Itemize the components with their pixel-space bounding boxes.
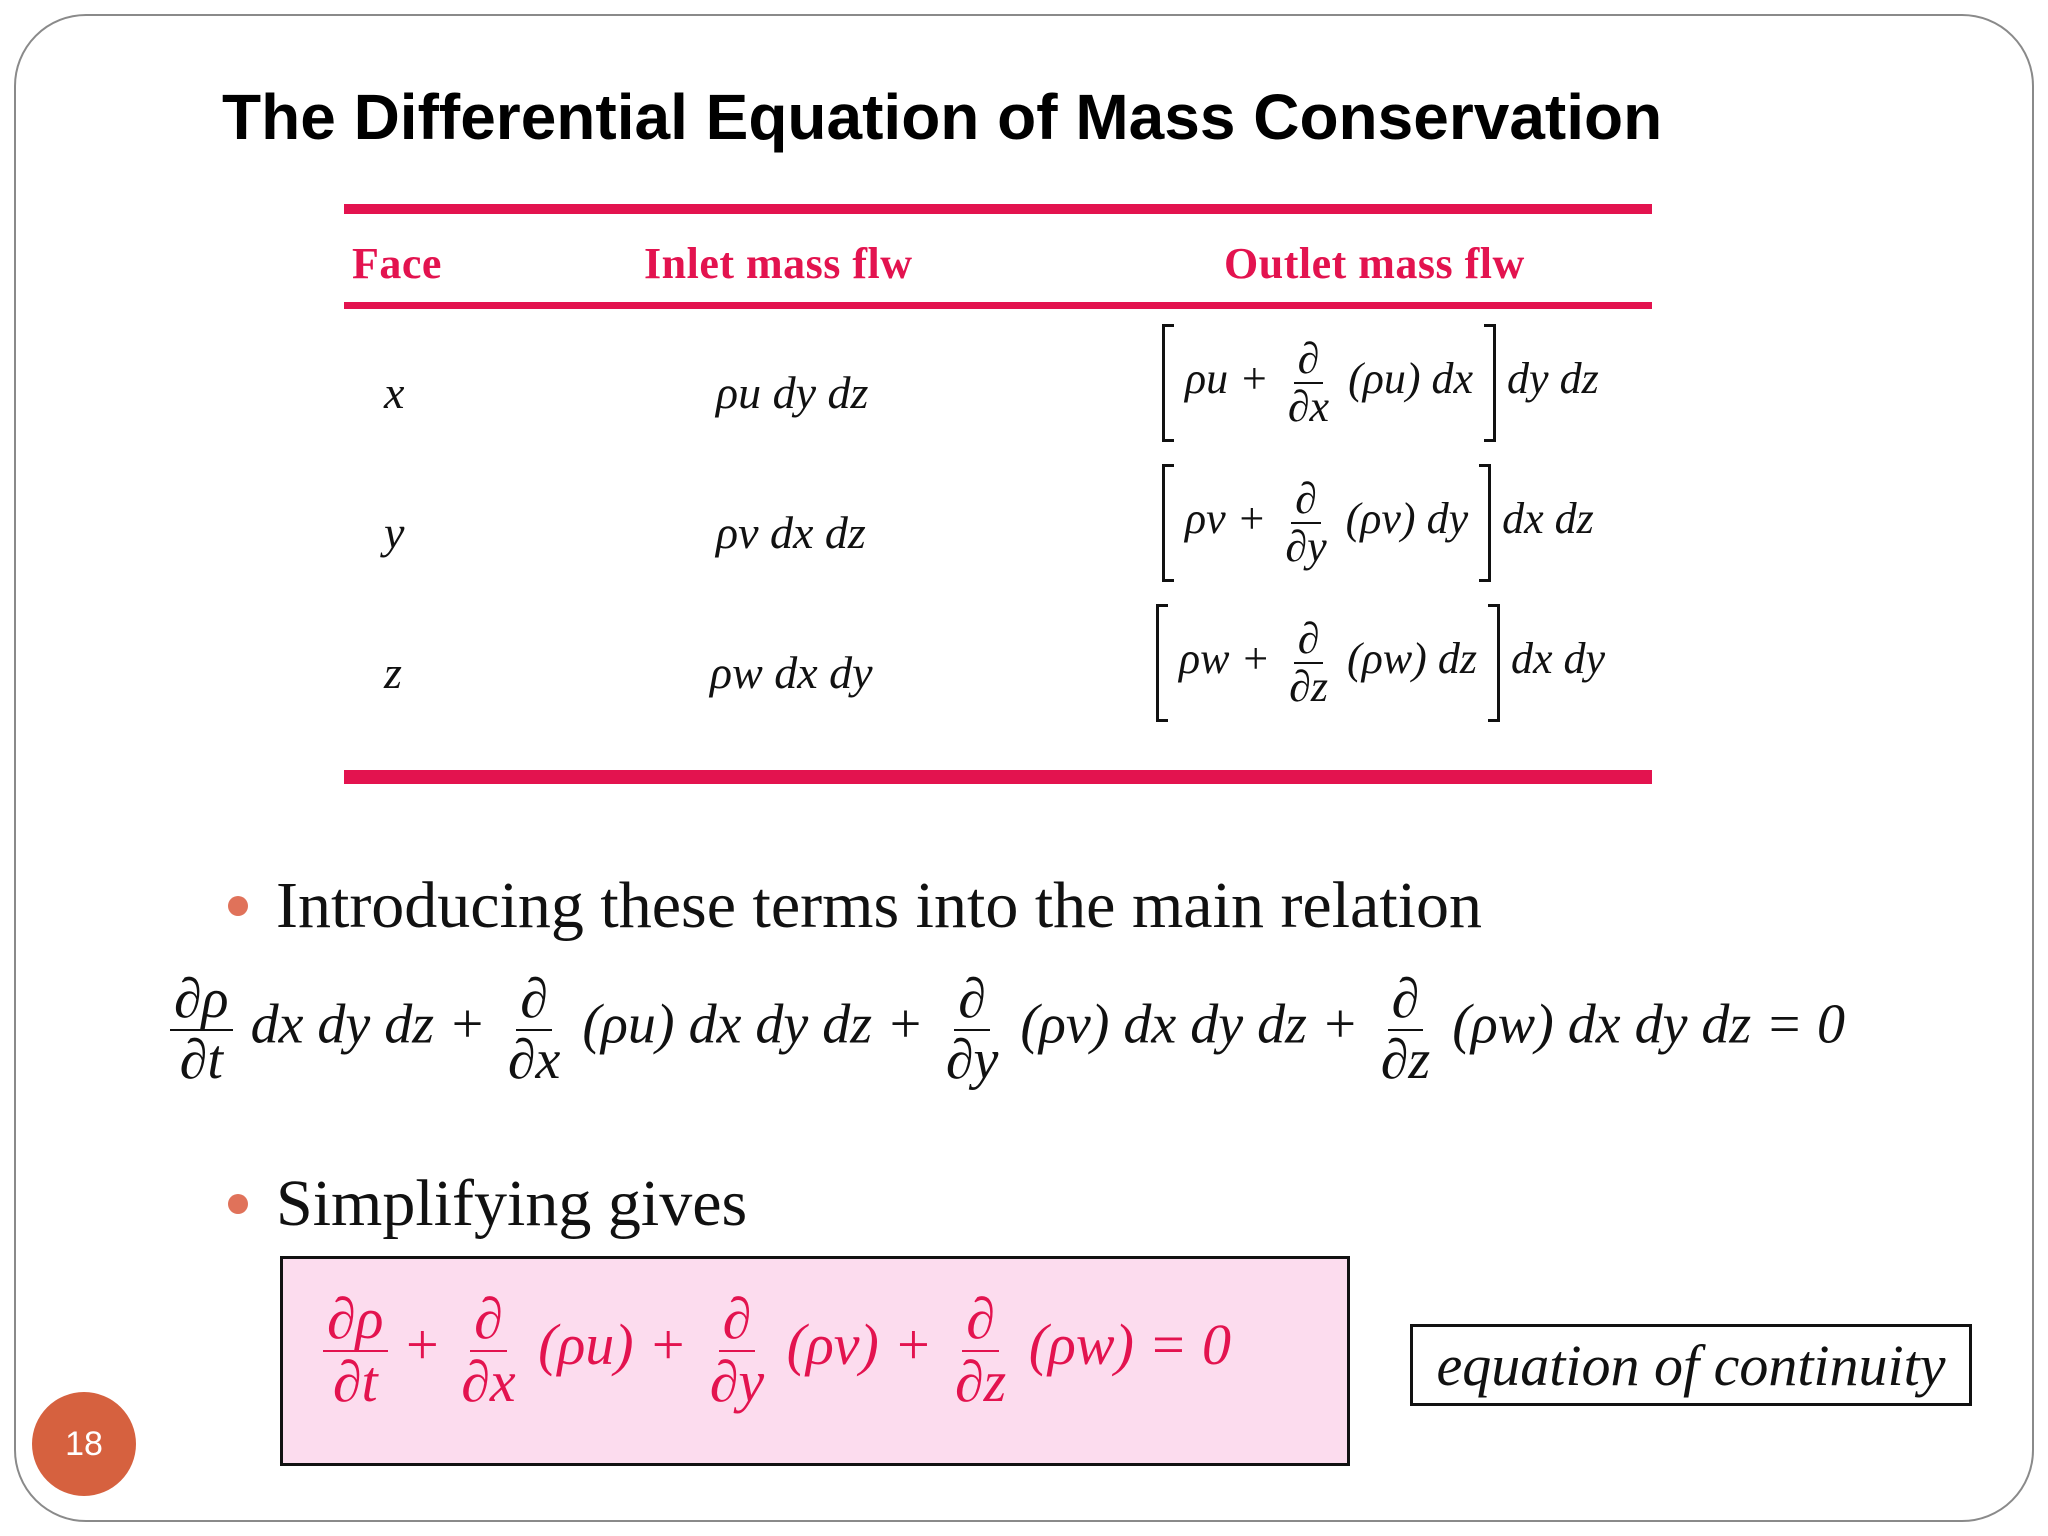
row-x-face: x xyxy=(384,367,405,418)
page-number-badge: 18 xyxy=(32,1392,136,1496)
continuity-equation: $\frac{\partial\rho}{\partial t}$ + $\frac{\partial}{\partial x}$ (ρu) + $\frac{\partial}{\partial y}$ (ρv) + $\frac{\partial}{\partial z}$ (ρw) = 0 xyxy=(319,1289,1231,1413)
bullet-dot xyxy=(228,1194,248,1214)
left-bracket xyxy=(1162,324,1174,442)
left-bracket xyxy=(1162,464,1174,582)
row-z-inlet: ρw dx dy xyxy=(710,647,873,698)
right-bracket xyxy=(1479,464,1491,582)
fraction: $\frac{\partial}{\partial z}$ xyxy=(1380,968,1431,1091)
fraction: $\frac{\partial\rho}{\partial t}$ xyxy=(170,970,233,1090)
main-relation-equation: $\frac{\partial\rho}{\partial t}$ dx dy dz + $\frac{\partial}{\partial x}$ (ρu) dx dy dz + $\frac{\partial}{\partial y}$ (ρv) dx dy dz + $\frac{\partial}{\partial z}$ (ρw) dx dy dz = 0 xyxy=(166,970,1845,1090)
bullet-dot xyxy=(228,896,248,916)
slide-title: The Differential Equation of Mass Conservation xyxy=(222,81,1663,153)
header-outlet: Outlet mass flw xyxy=(1224,239,1525,288)
row-z-outlet: ρw + $\frac{\partial}{\partial z}$ (ρw) dz dx dy xyxy=(1156,604,1605,722)
row-z-face: z xyxy=(384,647,402,698)
row-y-face: y xyxy=(384,507,405,558)
row-x-outlet: ρu + $\frac{\partial}{\partial x}$ (ρu) dx dy dz xyxy=(1162,324,1599,442)
table-bottom-rule xyxy=(344,770,1652,784)
continuity-equation-box xyxy=(280,1256,1350,1466)
bullet-introducing: Introducing these terms into the main relation xyxy=(228,868,1482,944)
header-inlet: Inlet mass flw xyxy=(644,239,913,288)
row-y-inlet: ρv dx dz xyxy=(716,507,866,558)
bullet-simplifying: Simplifying gives xyxy=(228,1166,747,1242)
mass-flow-table xyxy=(344,204,1652,786)
right-bracket xyxy=(1488,604,1500,722)
right-bracket xyxy=(1484,324,1496,442)
fraction: $\frac{\partial}{\partial x}$ xyxy=(507,968,561,1091)
row-x-inlet: ρu dy dz xyxy=(716,367,869,418)
fraction: $\frac{\partial}{\partial y}$ xyxy=(945,968,999,1091)
row-y-outlet: ρv + $\frac{\partial}{\partial y}$ (ρv) dy dx dz xyxy=(1162,464,1594,582)
table-header-rule xyxy=(344,302,1652,309)
table-top-rule xyxy=(344,204,1652,214)
equation-label: equation of continuity xyxy=(1410,1324,1972,1406)
left-bracket xyxy=(1156,604,1168,722)
header-face: Face xyxy=(352,239,442,288)
